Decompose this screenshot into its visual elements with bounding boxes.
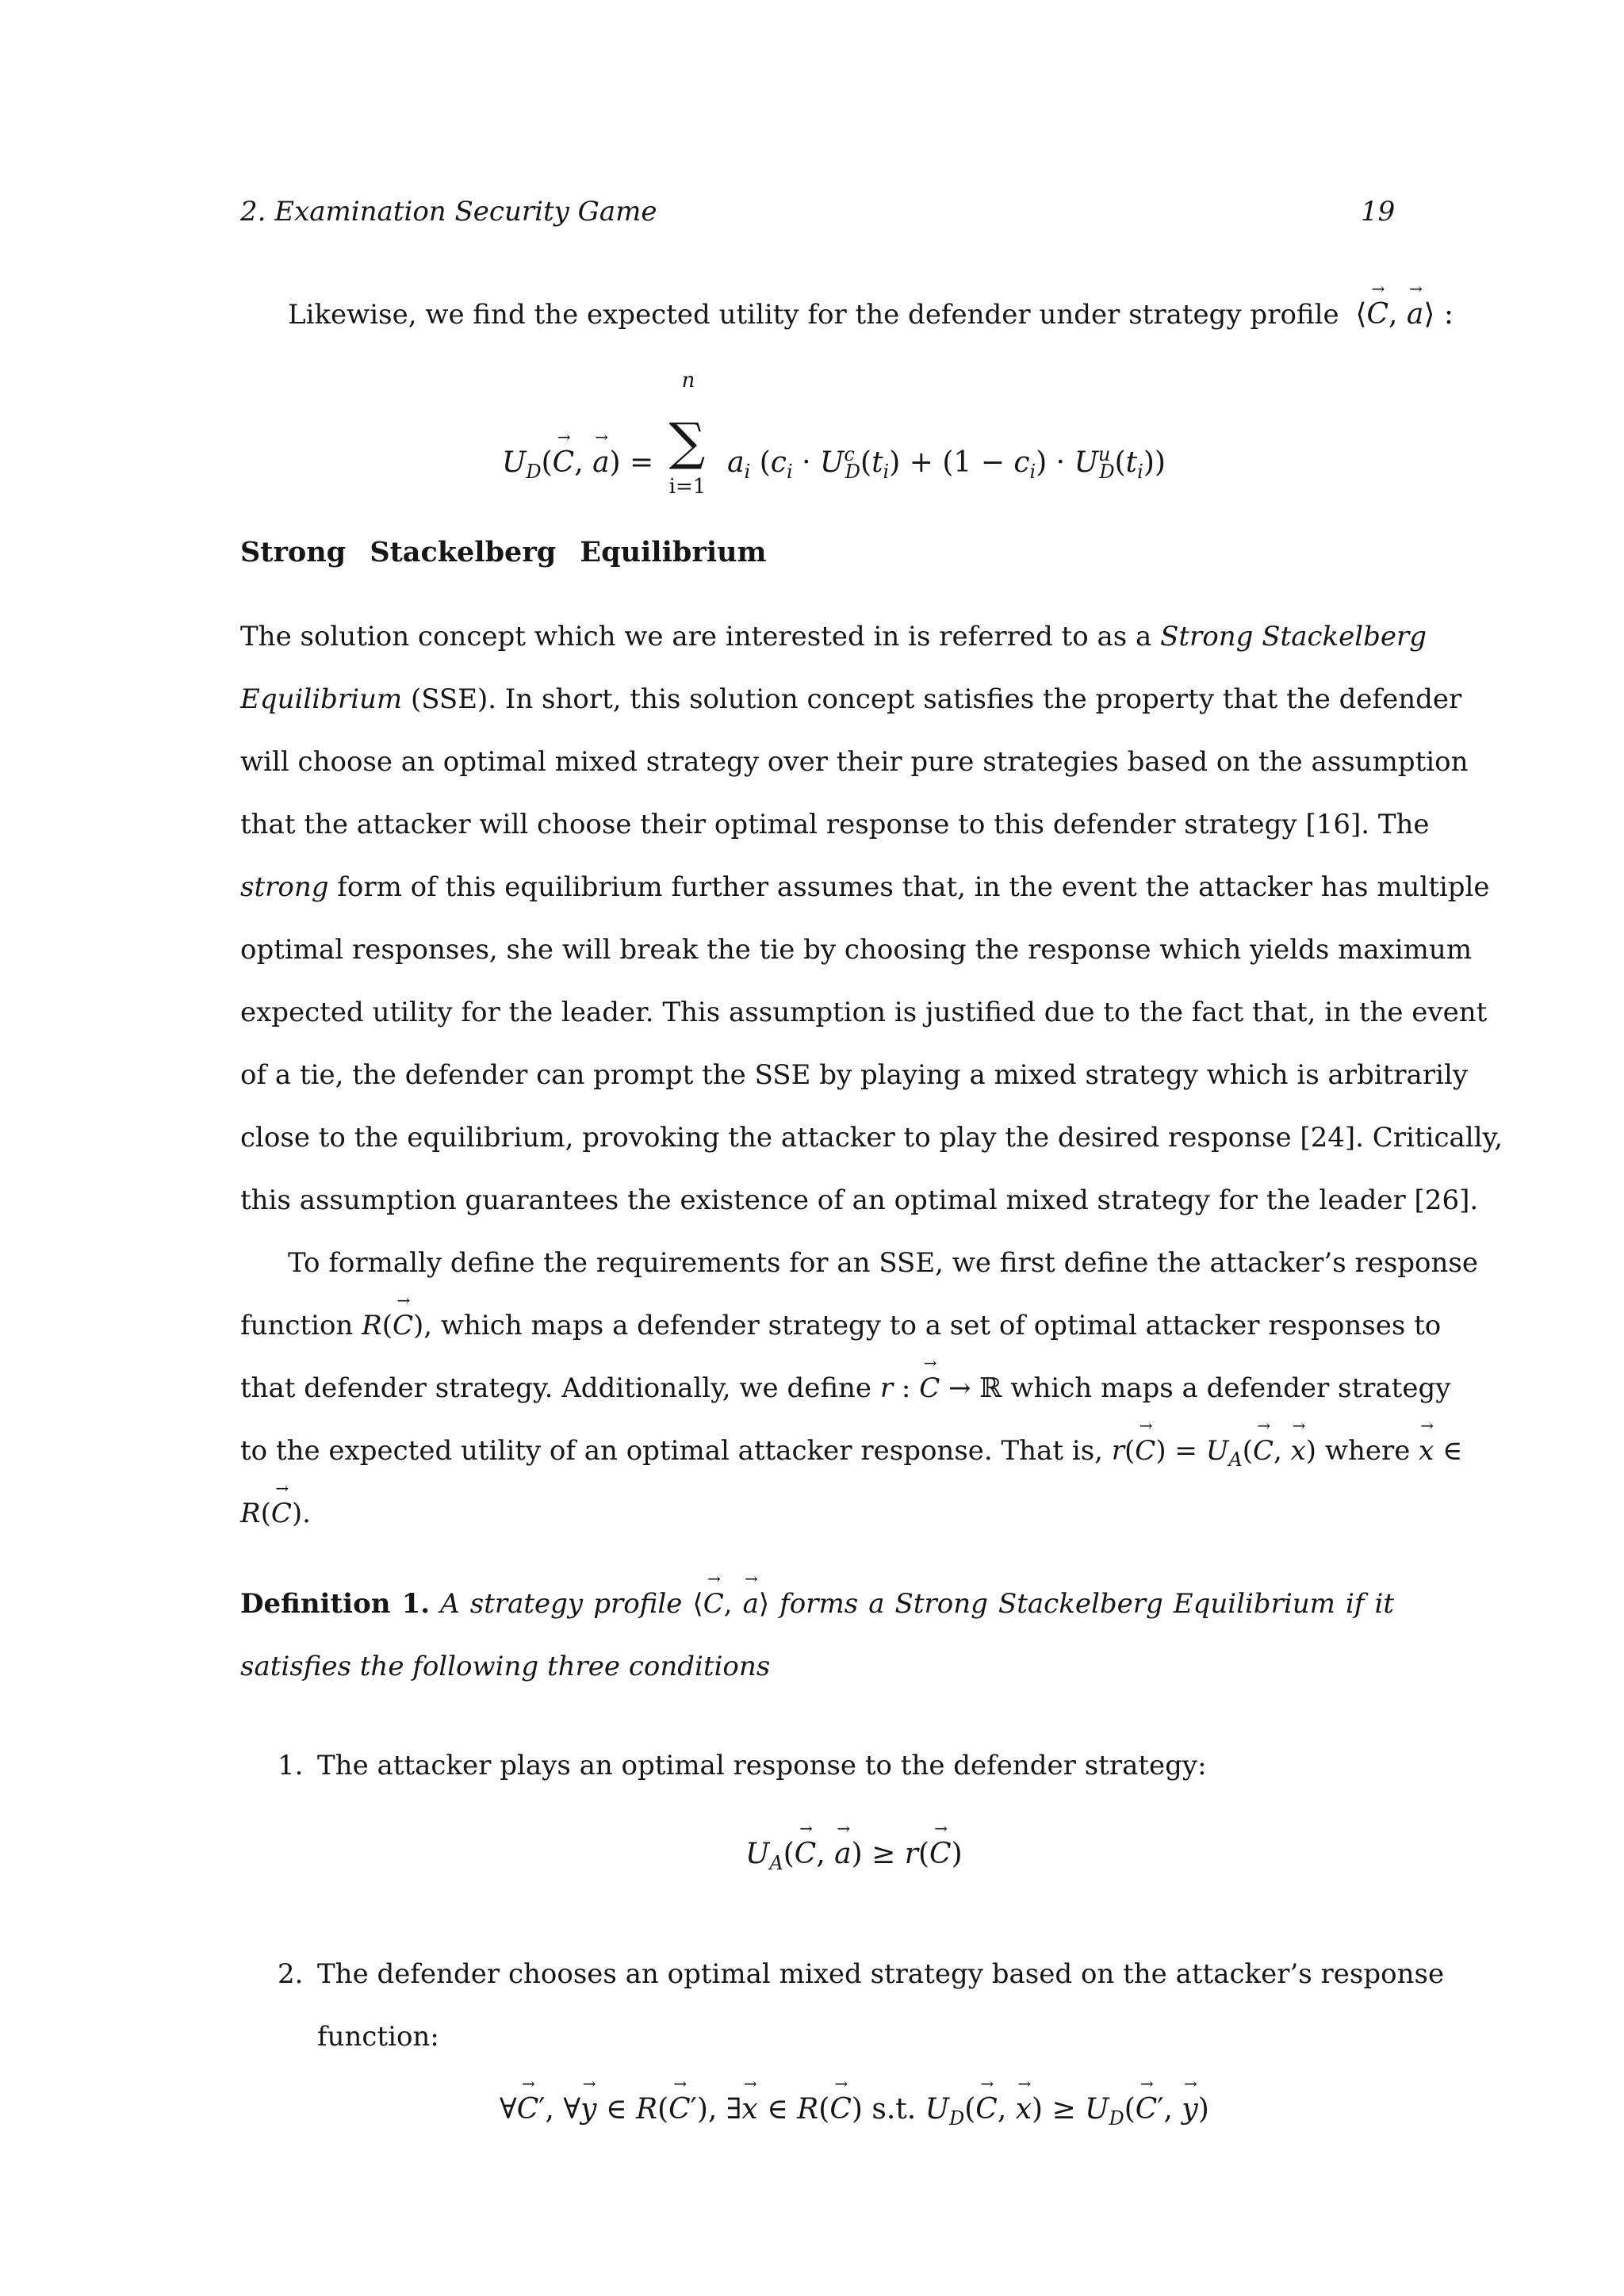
page-number: 19 <box>1361 196 1396 228</box>
sum-lower-limit: i=1 <box>668 475 707 499</box>
paragraph1-line-6: optimal responses, she will break the tie by choosing the response which yields maximum <box>240 934 1473 966</box>
paragraph1-line-2: Equilibrium (SSE). In short, this solution concept satisfies the property that the defender <box>240 683 1462 715</box>
paragraph1-line-8: of a tie, the defender can prompt the SSE by playing a mixed strategy which is arbitrarily <box>240 1059 1469 1091</box>
condition-2-equation: ∀C →′, ∀y → ∈ R(C →′), ∃x → ∈ R(C →) s.t. $U_D(C$ →, x →) ≥ $U_D(C$ →′, y →) <box>500 2093 1209 2130</box>
paragraph2-line-2: function R(C →), which maps a defender strategy to a set of optimal attacker responses to <box>240 1310 1394 1341</box>
condition-1-equation: $U_A(C$ →, a →) ≥ r(C →) <box>745 1838 963 1874</box>
condition-2-text-line-1: The defender chooses an optimal mixed strategy based on the attacker’s response <box>317 1958 1445 1990</box>
definition-line-1: Definition 1. A strategy profile ⟨C →, a →⟩ forms a Strong Stackelberg Equilibrium if it <box>240 1588 1394 1620</box>
paragraph2-line-3: that defender strategy. Additionally, we define r : C → → ℝ which maps a defender strategy <box>240 1372 1394 1404</box>
sum-upper-limit: n <box>681 369 695 392</box>
equation-defender-utility: $U_D(C$ →, a →) = n ∑ i=1 $a_i$ $(c_i \cdot U^c_D(t_i) + (1 - c_i) \cdot U^u_D(t_i))$ <box>502 424 1166 483</box>
paragraph2-line-1: To formally define the requirements for an SSE, we first define the attacker’s response <box>288 1247 1478 1279</box>
intro-line-text: Likewise, we find the expected utility for the defender under strategy profile <box>288 299 1339 331</box>
paragraph1-line-4: that the attacker will choose their optimal response to this defender strategy [16]. The <box>240 809 1430 840</box>
running-title: 2. Examination Security Game <box>240 196 657 228</box>
definition-label: Definition 1. <box>240 1588 431 1620</box>
definition-line-2: satisfies the following three conditions <box>240 1651 771 1682</box>
paragraph2-line-4: to the expected utility of an optimal attacker response. That is, r(C →) = $U_A(C$ →, x →) where x → ∈ <box>240 1435 1394 1471</box>
paragraph1-line-5: strong form of this equilibrium further assumes that, in the event the attacker has multiple <box>240 871 1490 903</box>
condition-2-text-line-2: function: <box>317 2021 439 2053</box>
intro-line <box>288 298 1454 331</box>
paragraph1-line-1: The solution concept which we are interested in is referred to as a Strong Stackelberg <box>240 621 1427 652</box>
paragraph1-line-9: close to the equilibrium, provoking the attacker to play the desired response [24]. Critically, <box>240 1122 1503 1154</box>
paragraph1-line-7: expected utility for the leader. This assumption is justified due to the fact that, in the event <box>240 997 1488 1028</box>
condition-2-number: 2. <box>278 1958 304 1990</box>
condition-1-number: 1. <box>278 1750 304 1781</box>
paragraph1-line-3: will choose an optimal mixed strategy over their pure strategies based on the assumption <box>240 746 1469 778</box>
paragraph2-line-5: R(C →). <box>240 1498 311 1529</box>
summation-symbol: n ∑ i=1 <box>668 369 707 499</box>
section-heading: Strong Stackelberg Equilibrium <box>240 536 767 568</box>
paragraph1-line-10: this assumption guarantees the existence of an optimal mixed strategy for the leader [26]. <box>240 1184 1479 1216</box>
intro-strategy-profile: ⟨C →, a →⟩ : <box>1355 298 1454 331</box>
condition-1-text: The attacker plays an optimal response to the defender strategy: <box>317 1750 1207 1781</box>
